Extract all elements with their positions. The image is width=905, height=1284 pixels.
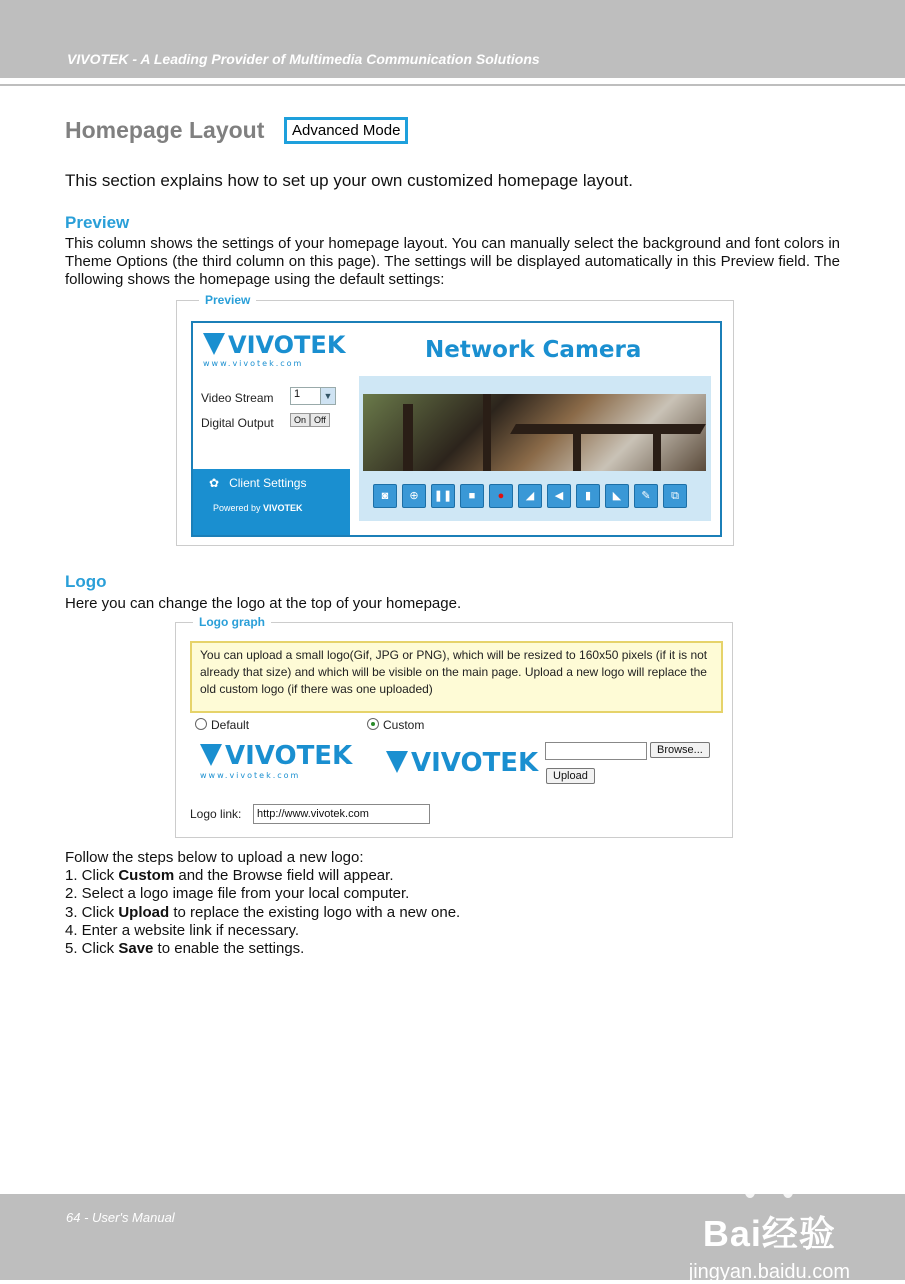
preview-heading: Preview xyxy=(65,213,130,232)
step-5: 5. Click Save to enable the settings. xyxy=(65,940,305,958)
custom-label: Custom xyxy=(383,718,425,732)
zoom-icon[interactable]: ⊕ xyxy=(402,484,426,508)
baidu-watermark xyxy=(689,1174,850,1284)
header-title: VIVOTEK - A Leading Provider of Multimedia Communication Solutions xyxy=(67,51,540,67)
logo-graph-figure xyxy=(175,615,733,838)
header-divider xyxy=(0,84,905,86)
custom-radio[interactable] xyxy=(367,718,424,732)
logo-graph-legend: Logo graph xyxy=(193,615,271,629)
pause-icon[interactable]: ❚❚ xyxy=(431,484,455,508)
mute-icon[interactable]: ◀ xyxy=(547,484,571,508)
client-settings-link[interactable] xyxy=(209,476,306,490)
steps-list xyxy=(65,849,460,958)
radio-empty-icon xyxy=(195,718,207,730)
logo-link-input[interactable]: http://www.vivotek.com xyxy=(253,804,430,824)
logo-url: www.vivotek.com xyxy=(203,359,304,368)
logo-text: VIVOTEK xyxy=(228,331,346,359)
default-logo: VIVOTEK www.vivotek.com xyxy=(200,741,353,780)
step-3: 3. Click Upload to replace the existing logo with a new one. xyxy=(65,903,461,921)
digital-output-toggle xyxy=(290,413,330,427)
video-frame xyxy=(363,394,706,471)
chevron-down-icon: ▼ xyxy=(320,388,335,404)
preview-legend: Preview xyxy=(199,293,256,307)
digital-output-label: Digital Output xyxy=(201,416,274,430)
browse-button[interactable]: Browse... xyxy=(650,742,710,758)
watermark-sub: jingyan.baidu.com xyxy=(688,1261,850,1283)
vivotek-mark-icon xyxy=(203,333,225,355)
vivotek-mark-icon xyxy=(200,744,222,766)
intro-text: This section explains how to set up your own customized homepage layout. xyxy=(65,171,633,190)
camera-title: Network Camera xyxy=(425,337,642,363)
page-header xyxy=(0,0,905,78)
logo-paragraph: Here you can change the logo at the top of your homepage. xyxy=(65,595,462,612)
page-footer xyxy=(0,1194,905,1283)
snapshot-icon[interactable]: ◙ xyxy=(373,484,397,508)
step-2: 2. Select a logo image file from your local computer. xyxy=(65,885,410,903)
preview-figure xyxy=(176,293,734,546)
powered-by: Powered by VIVOTEK xyxy=(213,503,303,513)
gear-icon: ✿ xyxy=(209,476,220,490)
preview-paragraph: This column shows the settings of your homepage layout. You can manually select the background and font colors in Theme Options (the third column on this page). The settings will be displayed automatically in this Preview field. The following shows the homepage using the default settings: xyxy=(65,235,840,288)
on-button[interactable]: On xyxy=(290,413,310,427)
vivotek-logo xyxy=(203,331,345,368)
powered-by-logo: VIVOTEK xyxy=(263,503,303,513)
upload-button[interactable]: Upload xyxy=(546,768,595,784)
video-stream-select[interactable] xyxy=(290,387,336,405)
radio-selected-icon xyxy=(367,718,379,730)
record-icon[interactable]: ● xyxy=(489,484,513,508)
step-1: 1. Click Custom and the Browse field will appear. xyxy=(65,867,394,885)
video-stream-label: Video Stream xyxy=(201,391,274,405)
steps-intro: Follow the steps below to upload a new logo: xyxy=(65,849,364,866)
page-title: Homepage Layout xyxy=(65,117,265,143)
logo-heading: Logo xyxy=(65,572,107,591)
video-area xyxy=(359,376,711,521)
mode-badge: Advanced Mode xyxy=(284,117,408,144)
client-settings-label: Client Settings xyxy=(229,476,307,490)
default-label: Default xyxy=(211,718,250,732)
stop-icon[interactable]: ■ xyxy=(460,484,484,508)
upload-note: You can upload a small logo(Gif, JPG or PNG), which will be resized to 160x50 pixels (if it is not already that size) and which will be visible on the main page. Upload a new logo will replace the old custom logo (if there was one uploaded) xyxy=(190,641,723,713)
preview-frame xyxy=(191,321,722,537)
video-stream-value: 1 xyxy=(294,388,301,400)
paw-icon xyxy=(741,1174,797,1204)
fullscreen-icon[interactable]: ⧉ xyxy=(663,484,687,508)
file-path-input[interactable] xyxy=(545,742,647,760)
client-settings-panel xyxy=(193,469,350,535)
custom-logo: VIVOTEK xyxy=(386,748,538,778)
talk-icon[interactable]: ▮ xyxy=(576,484,600,508)
off-button[interactable]: Off xyxy=(310,413,330,427)
watermark-main: Bai经验 xyxy=(702,1213,836,1254)
mic-volume-icon[interactable]: ◣ xyxy=(605,484,629,508)
mic-mute-icon[interactable]: ✎ xyxy=(634,484,658,508)
page-number: 64 - User's Manual xyxy=(66,1210,175,1225)
default-radio[interactable] xyxy=(195,718,249,732)
vivotek-mark-icon xyxy=(386,751,408,773)
logo-link-label: Logo link: xyxy=(190,807,242,821)
step-4: 4. Enter a website link if necessary. xyxy=(65,921,299,939)
volume-icon[interactable]: ◢ xyxy=(518,484,542,508)
